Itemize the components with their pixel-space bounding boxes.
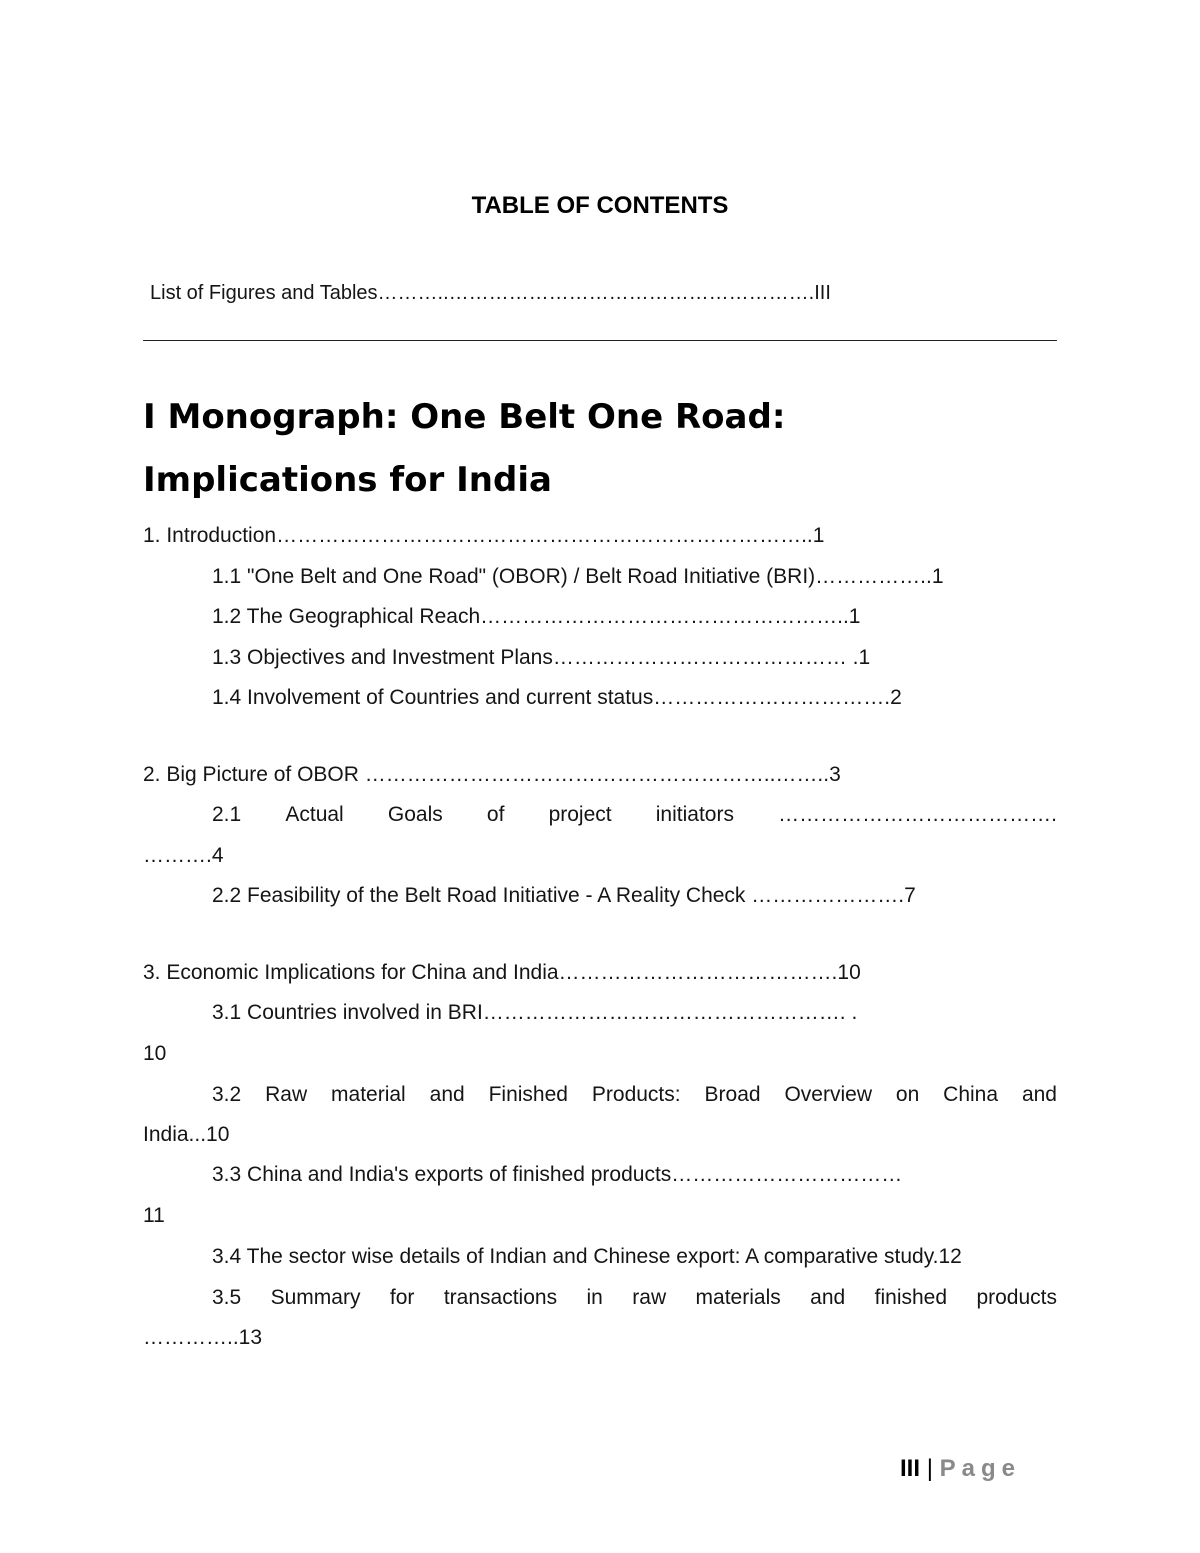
toc-entry-3-2 [212, 1082, 1057, 1108]
toc-entry-1-1: 1.1 "One Belt and One Road" (OBOR) / Belt Road Initiative (BRI)……………..1 [212, 565, 944, 588]
toc-word: materials [695, 1286, 781, 1309]
horizontal-rule [143, 340, 1057, 341]
toc-word: material [331, 1083, 406, 1106]
toc-entry-3-3: 3.3 China and India's exports of finished products…………………………… [212, 1163, 903, 1186]
toc-entry-1-2: 1.2 The Geographical Reach……………………………………………..1 [212, 605, 861, 628]
page-footer [900, 1455, 1021, 1483]
toc-word: Raw [265, 1083, 308, 1106]
toc-entry-1: 1. Introduction…………………………………………………………………..1 [143, 524, 825, 547]
toc-word: …………………………………. [778, 803, 1057, 826]
toc-entry-2-2: 2.2 Feasibility of the Belt Road Initiative - A Reality Check ………………….7 [212, 884, 916, 907]
footer-separator: | [926, 1455, 933, 1482]
toc-entry-3-4: 3.4 The sector wise details of Indian and Chinese export: A comparative study.12 [212, 1245, 962, 1268]
toc-word: for [389, 1286, 415, 1309]
toc-word: Goals [387, 803, 443, 826]
toc-entry-list-of-figures: List of Figures and Tables………..……………………………………………….III [150, 282, 831, 304]
section-heading-line2: Implications for India [143, 460, 552, 500]
toc-word: initiators [655, 803, 734, 826]
toc-entry-3-2-continued: India...10 [143, 1123, 230, 1146]
toc-entry-1-3: 1.3 Objectives and Investment Plans…………………………………… .1 [212, 646, 871, 669]
toc-word: finished [874, 1286, 948, 1309]
toc-word: Broad [704, 1083, 761, 1106]
toc-entry-3-1-continued: 10 [143, 1042, 167, 1065]
toc-word: China [943, 1083, 999, 1106]
toc-word: Finished [488, 1083, 568, 1106]
toc-word: in [586, 1286, 603, 1309]
toc-entry-3-3-continued: 11 [143, 1204, 165, 1227]
toc-word: transactions [443, 1286, 558, 1309]
toc-entry-2: 2. Big Picture of OBOR …………………………………………………..……..3 [143, 763, 841, 786]
toc-entry-3-1: 3.1 Countries involved in BRI……………………………………………. . [212, 1001, 858, 1024]
toc-word: and [810, 1286, 846, 1309]
toc-word: of [486, 803, 505, 826]
toc-word: 2.1 [212, 803, 242, 826]
toc-entry-3: 3. Economic Implications for China and India………………………………….10 [143, 961, 861, 984]
toc-title: TABLE OF CONTENTS [471, 192, 729, 219]
toc-entry-3-5 [212, 1285, 1057, 1311]
toc-word: Summary [270, 1286, 361, 1309]
toc-entry-2-1 [212, 802, 1057, 828]
toc-word: Overview [784, 1083, 872, 1106]
toc-word: 3.2 [212, 1083, 242, 1106]
toc-word: raw [632, 1286, 667, 1309]
toc-entry-2-1-continued: ……….4 [143, 844, 224, 867]
toc-word: and [1021, 1083, 1057, 1106]
toc-word: products [976, 1286, 1057, 1309]
toc-entry-1-4: 1.4 Involvement of Countries and current status…………………………….2 [212, 686, 902, 709]
page-label: Page [939, 1455, 1021, 1482]
section-heading-line1: I Monograph: One Belt One Road: [143, 397, 786, 437]
page-number: III [900, 1455, 921, 1482]
toc-word: Products: [591, 1083, 681, 1106]
toc-word: 3.5 [212, 1286, 242, 1309]
toc-word: on [895, 1083, 920, 1106]
toc-word: Actual [285, 803, 344, 826]
toc-word: project [548, 803, 612, 826]
toc-word: and [429, 1083, 465, 1106]
toc-entry-3-5-continued: …………..13 [143, 1326, 263, 1349]
